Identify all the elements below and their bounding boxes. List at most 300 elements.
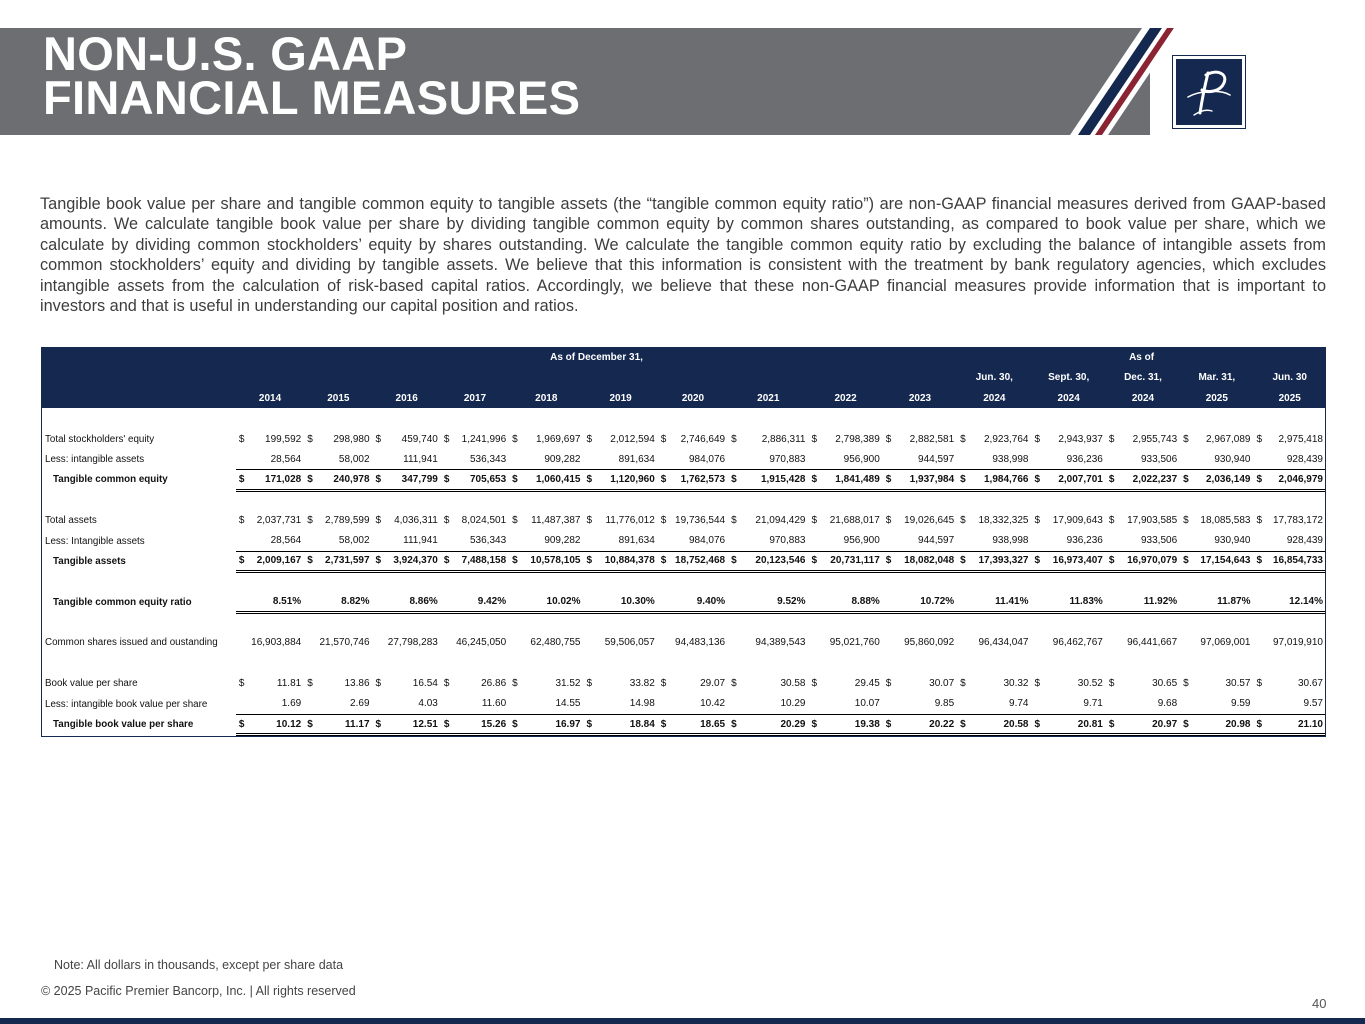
currency-symbol: $ [443,718,450,730]
table-cell [373,470,441,490]
currency-symbol: $ [307,718,313,730]
cell-value: 59,506,057 [604,637,655,649]
cell-value: 459,740 [401,433,438,445]
cell-value: 347,799 [401,473,438,485]
currency-symbol: $ [512,678,518,690]
table-cell [304,551,372,571]
cell-value: 95,860,092 [904,637,955,649]
cell-value: 2,009,167 [256,555,302,567]
table-cell [441,470,509,490]
table-cell [808,551,882,571]
cell-value: 928,439 [1286,535,1323,547]
spacer-row [41,409,1326,429]
currency-symbol: $ [238,473,245,485]
header-year: 2018 [509,388,583,409]
table-cell [808,694,882,714]
currency-symbol: $ [731,433,737,445]
table-cell [658,714,728,734]
currency-symbol: $ [660,515,667,527]
table-cell [658,694,728,714]
table-cell [658,633,728,653]
table-cell [808,531,882,551]
table-cell [728,633,808,653]
header-year: 2022 [808,388,882,409]
table-row [41,694,1326,714]
cell-value: 18.65 [700,718,726,730]
table-cell [728,694,808,714]
table-cell [304,633,372,653]
table-cell [509,674,583,694]
table-cell [509,714,583,734]
currency-symbol: $ [512,555,518,567]
currency-symbol: $ [1034,555,1041,567]
currency-symbol: $ [375,473,382,485]
currency-symbol: $ [238,433,245,445]
cell-value: 14.55 [555,698,581,710]
row-label: Total stockholders' equity [45,433,155,445]
company-logo [1172,55,1246,129]
table-cell [883,551,957,571]
table-cell [236,449,304,469]
cell-value: 298,980 [333,433,370,445]
header-year: 2020 [658,388,728,409]
cell-value: 2,789,599 [325,515,370,527]
table-cell [1180,633,1253,653]
cell-value: 933,506 [1141,453,1178,465]
currency-symbol: $ [731,678,737,690]
table-cell [728,714,808,734]
cell-value: 909,282 [544,453,581,465]
table-cell [658,592,728,612]
cell-value: 111,941 [403,453,438,465]
currency-symbol: $ [375,515,382,527]
currency-symbol: $ [443,678,450,690]
cell-value: 956,900 [843,453,880,465]
page-title-line1: NON-U.S. GAAP [43,27,408,80]
currency-symbol: $ [960,678,966,690]
table-cell [1180,694,1253,714]
row-label: Tangible book value per share [53,719,194,731]
cell-value: 20,731,117 [830,555,880,567]
cell-value: 16,903,884 [251,637,302,649]
table-cell [658,449,728,469]
cell-value: 18.84 [629,718,655,730]
currency-symbol: $ [885,555,892,567]
cell-value: 18,752,468 [675,555,726,567]
currency-symbol: $ [586,433,593,445]
table-cell [304,592,372,612]
currency-symbol: $ [885,718,892,730]
cell-value: 10.30% [620,595,655,607]
cell-value: 19,026,645 [904,515,955,527]
table-cell [583,531,657,551]
table-cell [1180,510,1253,530]
table-cell [509,470,583,490]
header-group-row [41,347,1326,368]
table-cell [1253,551,1326,571]
table-cell [441,429,509,449]
table-cell [658,551,728,571]
currency-symbol: $ [1183,473,1189,485]
table-cell [304,694,372,714]
cell-value: 62,480,755 [530,637,581,649]
table-cell [883,510,957,530]
cell-value: 930,940 [1214,453,1251,465]
table-cell [1032,592,1106,612]
cell-value: 96,462,767 [1052,637,1103,649]
table-cell [957,470,1031,490]
spacer-row [41,490,1326,510]
cell-value: 33.82 [629,678,655,690]
cell-value: 12.51 [412,718,438,730]
currency-symbol: $ [811,473,818,485]
cell-value: 18,082,048 [904,555,955,567]
table-cell [304,531,372,551]
table-cell [583,429,657,449]
cell-value: 1,984,766 [984,473,1029,485]
table-cell [509,694,583,714]
row-label: Book value per share [45,678,138,690]
cell-value: 705,653 [469,473,507,485]
cell-value: 2,036,149 [1205,473,1251,485]
cell-value: 16,854,733 [1272,555,1323,567]
table-cell [1106,633,1180,653]
cell-value: 944,597 [918,453,955,465]
cell-value: 31.52 [555,678,581,690]
page-number: 40 [1312,996,1327,1011]
cell-value: 2,943,937 [1058,433,1103,445]
cell-value: 11,776,012 [605,515,655,527]
cell-value: 10,578,105 [530,555,581,567]
cell-value: 8.51% [272,595,302,607]
table-cell [883,714,957,734]
table-cell [373,694,441,714]
table-cell [236,531,304,551]
table-cell [808,449,882,469]
cell-value: 20.22 [929,718,955,730]
cell-value: 933,506 [1141,535,1178,547]
cell-value: 21,570,746 [319,637,370,649]
cell-value: 21,688,017 [829,515,880,527]
cell-value: 2,037,731 [256,515,302,527]
table-cell [583,551,657,571]
header-group-december: As of December 31, [236,347,957,368]
cell-value: 9.59 [1231,698,1251,710]
cell-value: 891,634 [618,453,655,465]
cell-value: 28,564 [270,535,302,547]
cell-value: 10.12 [276,718,302,730]
currency-symbol: $ [443,433,450,445]
header-year: 2019 [583,388,657,409]
table-cell [883,674,957,694]
table-cell [808,510,882,530]
table-cell [1032,449,1106,469]
table-cell [373,592,441,612]
table-cell [1253,694,1326,714]
header-year: 2025 [1180,388,1253,409]
cell-value: 58,002 [338,535,370,547]
table-cell [957,633,1031,653]
cell-value: 944,597 [918,535,955,547]
currency-symbol: $ [811,555,818,567]
currency-symbol: $ [307,678,313,690]
cell-value: 95,021,760 [829,637,880,649]
table-cell [1032,470,1106,490]
table-cell [1032,531,1106,551]
cell-value: 4.03 [418,698,438,710]
header-year: 2014 [236,388,304,409]
currency-symbol: $ [1183,678,1189,690]
table-cell [808,592,882,612]
table-cell [1106,694,1180,714]
table-cell [236,551,304,571]
table-cell [441,714,509,734]
cell-value: 7,488,158 [461,555,507,567]
cell-value: 984,076 [688,453,726,465]
cell-value: 30.67 [1297,678,1323,690]
table-cell [441,531,509,551]
cell-value: 1,841,489 [835,473,880,485]
cell-value: 2,923,764 [984,433,1029,445]
currency-symbol: $ [885,515,892,527]
table-cell [1106,714,1180,734]
table-cell [583,714,657,734]
currency-symbol: $ [811,515,818,527]
cell-value: 11.83% [1069,595,1103,607]
cell-value: 21,094,429 [755,515,806,527]
table-cell [1106,531,1180,551]
table-cell [883,592,957,612]
spacer-row [41,572,1326,592]
table-cell [373,674,441,694]
currency-symbol: $ [731,515,737,527]
cell-value: 58,002 [338,453,370,465]
currency-symbol: $ [586,555,593,567]
table-row [41,592,1326,612]
currency-symbol: $ [1108,473,1115,485]
cell-value: 96,434,047 [978,637,1029,649]
table-cell [957,531,1031,551]
table-cell [1032,674,1106,694]
table-cell [883,633,957,653]
cell-value: 970,883 [769,535,806,547]
cell-value: 26.86 [481,678,507,690]
table-cell [441,694,509,714]
row-label: Less: intangible book value per share [45,698,208,710]
header-year: 2024 [1032,388,1106,409]
cell-value: 27,798,283 [387,637,438,649]
table-cell [808,429,882,449]
table-cell [373,633,441,653]
cell-value: 3,924,370 [393,555,438,567]
cell-value: 536,343 [469,453,507,465]
row-label: Tangible common equity ratio [53,596,192,608]
currency-symbol: $ [811,678,818,690]
header-sub-row [41,368,1326,389]
currency-symbol: $ [1183,555,1189,567]
intro-paragraph: Tangible book value per share and tangible common equity to tangible assets (the “tangible common equity ratio”) are non-GAAP financial measures derived from GAAP-based amounts. We calculate tangible book value per share by dividing tangible common equity by common shares outstanding, as compared to book value per share, which we calculate by dividing common stockholders’ equity by shares outstanding. We calculate the tangible common equity ratio by excluding the balance of intangible assets from common stockholders’ equity and dividing by tangible assets. We believe that this information is consistent with the treatment by bank regulatory agencies, which excludes intangible assets from the calculation of risk-based capital ratios. Accordingly, we believe that these non-GAAP financial measures provide information that is important to investors and that is useful in understanding our capital position and ratios. [40,195,1326,316]
cell-value: 938,998 [992,453,1029,465]
currency-symbol: $ [443,515,450,527]
currency-symbol: $ [1256,433,1263,445]
row-label: Total assets [45,515,97,527]
currency-symbol: $ [1108,718,1115,730]
table-cell [1253,714,1326,734]
table-cell [728,592,808,612]
table-cell [509,551,583,571]
table-cell [373,429,441,449]
cell-value: 16,970,079 [1127,555,1178,567]
cell-value: 21.10 [1297,718,1323,730]
spacer-row [41,612,1326,632]
cell-value: 8,024,501 [461,515,507,527]
cell-value: 11.41% [995,595,1029,607]
cell-value: 9.74 [1009,698,1029,710]
currency-symbol: $ [660,718,667,730]
table-cell [509,429,583,449]
table-cell [1180,449,1253,469]
cell-value: 984,076 [688,535,726,547]
table-cell [1180,470,1253,490]
currency-symbol: $ [960,515,966,527]
cell-value: 94,483,136 [675,637,726,649]
row-label: Less: intangible assets [45,453,145,465]
table-cell [583,470,657,490]
currency-symbol: $ [1034,473,1041,485]
table-cell [583,674,657,694]
table-row [41,449,1326,469]
currency-symbol: $ [512,515,518,527]
table-cell [236,633,304,653]
table-cell [304,470,372,490]
cell-value: 16.54 [412,678,438,690]
cell-value: 11.92% [1143,595,1178,607]
cell-value: 20.97 [1152,718,1178,730]
currency-symbol: $ [512,473,518,485]
cell-value: 199,592 [265,433,302,445]
currency-symbol: $ [307,515,313,527]
cell-value: 1,937,984 [909,473,955,485]
row-label: Common shares issued and oustanding [45,637,218,649]
cell-value: 2,882,581 [909,433,955,445]
cell-value: 28,564 [270,453,302,465]
table-cell [1032,694,1106,714]
cell-value: 10.72% [920,595,955,607]
table-cell [1253,510,1326,530]
currency-symbol: $ [586,515,593,527]
table-cell [583,592,657,612]
cell-value: 240,978 [333,473,370,485]
currency-symbol: $ [960,473,966,485]
table-cell [1180,714,1253,734]
cell-value: 936,236 [1066,535,1103,547]
cell-value: 9.42% [477,595,507,607]
table-cell [1106,510,1180,530]
table-row [41,551,1326,571]
header-sub-date: Jun. 30, [957,368,1031,389]
cell-value: 17,393,327 [978,555,1029,567]
cell-value: 1,915,428 [760,473,806,485]
currency-symbol: $ [811,718,818,730]
table-cell [304,510,372,530]
currency-symbol: $ [960,433,966,445]
cell-value: 15.26 [481,718,507,730]
cell-value: 2,012,594 [610,433,655,445]
cell-value: 8.86% [409,595,438,607]
currency-symbol: $ [811,433,818,445]
cell-value: 20,123,546 [755,555,806,567]
table-cell [441,551,509,571]
cell-value: 1,969,697 [535,433,581,445]
table-cell [1106,429,1180,449]
spacer-cell [41,572,1326,592]
header-year: 2017 [441,388,509,409]
currency-symbol: $ [731,718,737,730]
cell-value: 12.14% [1289,595,1323,607]
currency-symbol: $ [375,718,382,730]
table-cell [728,449,808,469]
cell-value: 10,884,378 [604,555,655,567]
table-cell [509,510,583,530]
table-cell [883,470,957,490]
cell-value: 10.02% [546,595,581,607]
spacer-cell [41,409,1326,429]
table-cell [658,674,728,694]
table-cell [957,429,1031,449]
currency-symbol: $ [1183,515,1189,527]
currency-symbol: $ [885,473,892,485]
table-cell [808,714,882,734]
cell-value: 4,036,311 [394,515,438,527]
currency-symbol: $ [1108,433,1115,445]
table-cell [304,449,372,469]
cell-value: 930,940 [1214,535,1251,547]
header-sub-date: Dec. 31, [1106,368,1180,389]
cell-value: 19.38 [854,718,880,730]
table-cell [1106,592,1180,612]
cell-value: 46,245,050 [456,637,507,649]
table-cell [304,714,372,734]
cell-value: 970,883 [769,453,806,465]
table-cell [373,510,441,530]
cell-value: 909,282 [544,535,581,547]
cell-value: 2,967,089 [1205,433,1251,445]
currency-symbol: $ [1034,515,1041,527]
table-cell [236,714,304,734]
table-cell [658,429,728,449]
currency-symbol: $ [660,678,667,690]
currency-symbol: $ [731,555,737,567]
cell-value: 16,973,407 [1052,555,1103,567]
table-cell [728,429,808,449]
cell-value: 10.29 [780,698,806,710]
cell-value: 9.71 [1083,698,1103,710]
cell-value: 2,955,743 [1132,433,1178,445]
table-body [41,409,1326,735]
currency-symbol: $ [238,515,245,527]
cell-value: 2,886,311 [761,433,806,445]
currency-symbol: $ [1256,718,1263,730]
cell-value: 956,900 [843,535,880,547]
table-cell [728,470,808,490]
table-cell [1106,449,1180,469]
currency-symbol: $ [960,555,966,567]
cell-value: 2,798,389 [835,433,880,445]
header-sub-date: Jun. 30 [1253,368,1326,389]
table-cell [957,694,1031,714]
table-row [41,510,1326,530]
table-cell [1032,429,1106,449]
